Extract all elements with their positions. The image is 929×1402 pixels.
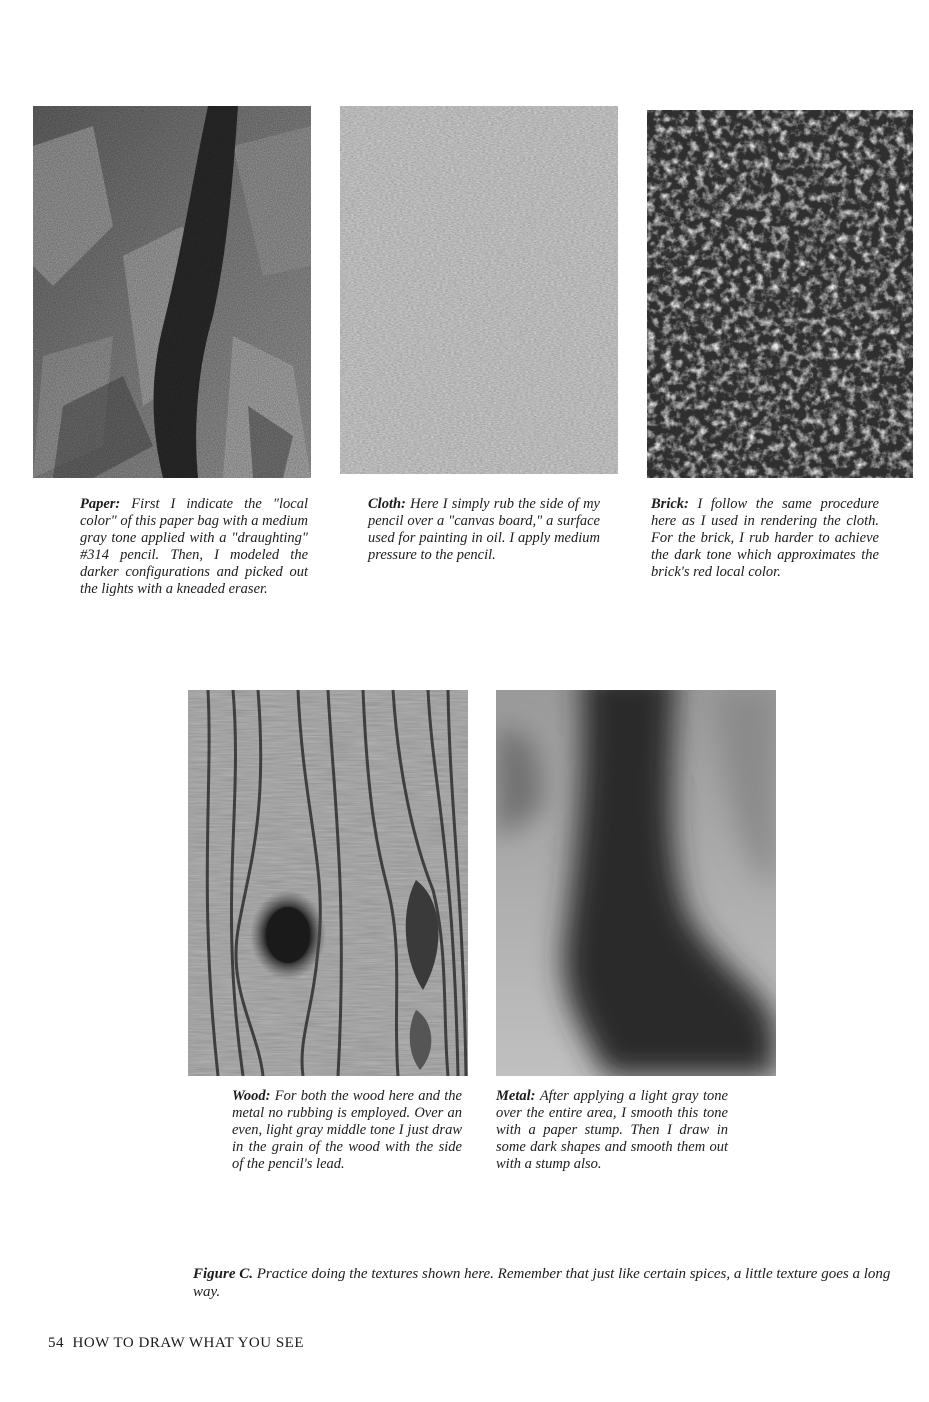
brick-caption: [651, 496, 879, 581]
figure-caption-text: Practice doing the textures shown here. Remember that just like certain spices, a little texture goes a long way.: [193, 1266, 891, 1300]
wood-texture-image: [188, 690, 468, 1076]
paper-caption: [80, 496, 308, 598]
brick-caption-text: I follow the same procedure here as I used in rendering the cloth. For the brick, I rub harder to achieve the dark tone which approximates the brick's red local color.: [651, 496, 879, 580]
cloth-caption: [368, 496, 600, 564]
brick-texture-image: [647, 110, 913, 478]
page-number: 54: [48, 1335, 64, 1351]
wood-caption-text: For both the wood here and the metal no rubbing is employed. Over an even, light gray middle tone I just draw in the grain of the wood with the side of the pencil's lead.: [232, 1088, 462, 1172]
page-footer: [48, 1335, 304, 1352]
metal-caption-text: After applying a light gray tone over the entire area, I smooth this tone with a paper stump. Then I draw in some dark shapes and smooth them out with a stump also.: [496, 1088, 728, 1172]
wood-caption: [232, 1088, 462, 1173]
running-title: HOW TO DRAW WHAT YOU SEE: [72, 1335, 304, 1351]
metal-caption: [496, 1088, 728, 1173]
metal-caption-label: Metal:: [496, 1088, 536, 1104]
brick-caption-label: Brick:: [651, 496, 689, 512]
paper-caption-text: First I indicate the "local color" of this paper bag with a medium gray tone applied with a "draughting" #314 pencil. Then, I modeled the darker configurations and picked out the lights with a kneaded eraser.: [80, 496, 309, 597]
wood-caption-label: Wood:: [232, 1088, 271, 1104]
paper-caption-label: Paper:: [80, 496, 121, 512]
cloth-caption-label: Cloth:: [368, 496, 406, 512]
metal-texture-image: [496, 690, 776, 1076]
figure-caption-label: Figure C.: [193, 1266, 254, 1282]
cloth-texture-image: [340, 106, 618, 474]
paper-texture-image: [33, 106, 311, 478]
figure-caption: [193, 1265, 893, 1301]
cloth-caption-text: Here I simply rub the side of my pencil over a "canvas board," a surface used for painting in oil. I apply medium pressure to the pencil.: [368, 496, 600, 563]
